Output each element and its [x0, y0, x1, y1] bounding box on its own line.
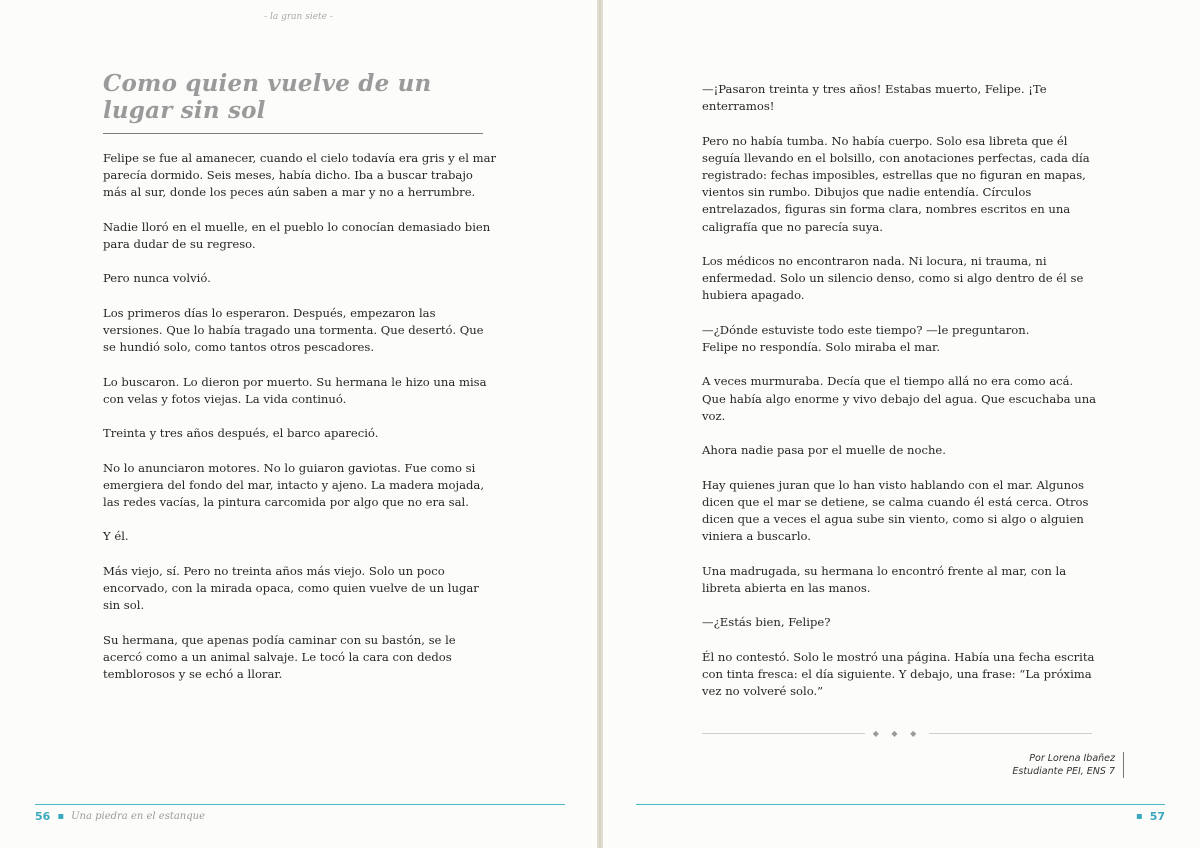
paragraph: Los médicos no encontraron nada. Ni locura, ni trauma, ni enfermedad. Solo un silencio denso, como si algo dentro de él se hubiera apagado. [702, 254, 1084, 303]
page-number-left: 56 [35, 810, 51, 823]
running-head: - la gran sietе - [264, 12, 333, 22]
footer-left [35, 810, 205, 823]
separator-line-left [702, 733, 865, 734]
bullet-icon: ▪ [57, 811, 65, 822]
byline-author: Por Lorena Ibañez [1029, 753, 1115, 764]
article-title [103, 70, 483, 124]
paragraph: Él no contestó. Solo le mostró una página. Había una fecha escrita con tinta fresca: el día siguiente. Y debajo, una frase: “La próxima vez no volveré solo.” [702, 649, 1095, 698]
byline-role: Estudiante PEI, ENS 7 [1012, 766, 1115, 777]
paragraph: —¿Dónde estuviste todo este tiempo? —le preguntaron. Felipe no respondía. Solo miraba el mar. [702, 322, 1030, 354]
paragraph: Lo buscaron. Lo dieron por muerto. Su hermana le hizo una misa con velas y fotos viejas. La vida continuó. [103, 374, 487, 406]
separator-line-right [929, 733, 1092, 734]
paragraph: Los primeros días lo esperaron. Después, empezaron las versiones. Que lo había tragado una tormenta. Que desertó. Que se hundió solo, como tantos otros pescadores. [103, 305, 484, 355]
page-number-right: 57 [1149, 810, 1165, 823]
footer-rule-left [35, 804, 565, 805]
paragraph: Más viejo, sí. Pero no treinta años más viejo. Solo un poco encorvado, con la mirada opaca, como quien vuelve de un lugar sin sol. [103, 563, 479, 613]
diamond-ornament-icon: ◆ ◆ ◆ [872, 728, 922, 738]
title-line-2: lugar sin sol [103, 97, 266, 124]
section-separator [702, 727, 1092, 739]
paragraph: Treinta y tres años después, el barco apareció. [103, 426, 379, 441]
paragraph: No lo anunciaron motores. No lo guiaron gaviotas. Fue como si emergiera del fondo del mar, intacto y ajeno. La madera mojada, las redes vacías, la pintura carcomida por algo que no era sal. [103, 460, 485, 509]
paragraph: Una madrugada, su hermana lo encontró frente al mar, con la libreta abierta en las manos. [702, 563, 1067, 595]
paragraph: Pero no había tumba. No había cuerpo. Solo esa libreta que él seguía llevando en el bolsillo, con anotaciones perfectas, cada día registrado: fechas imposibles, estrellas que no figuran en mapas, vientos sin rumbo. Dibujos que nadie entendía. Círculos entrelazados, figuras sin forma clara, nombres escritos en una caligrafía que no parecía suya. [702, 133, 1090, 234]
byline [1012, 752, 1124, 778]
paragraph: Su hermana, que apenas podía caminar con su bastón, se le acercó como a un animal salvaje. Le tocó la cara con dedos temblorosos y se echó a llorar. [103, 632, 456, 681]
left-page [0, 0, 597, 848]
paragraph: Hay quienes juran que lo han visto hablando con el mar. Algunos dicen que el mar se detiene, se calma cuando él está cerca. Otros dicen que a veces el agua sube sin viento, como si algo o alguien viniera a buscarlo. [702, 477, 1089, 544]
paragraph: Felipe se fue al amanecer, cuando el cielo todavía era gris y el mar parecía dormido. Seis meses, había dicho. Iba a buscar trabajo más al sur, donde los peces aún saben a mar y no a herrumbre. [103, 151, 497, 200]
title-divider [103, 133, 483, 134]
left-column [103, 150, 498, 700]
paragraph: Pero nunca volvió. [103, 271, 211, 286]
paragraph: Y él. [103, 529, 129, 544]
paragraph: —¡Pasaron treinta y tres años! Estabas muerto, Felipe. ¡Te enterramos! [702, 82, 1047, 114]
bullet-icon: ▪ [1135, 811, 1143, 822]
footer-rule-right [636, 804, 1165, 805]
paragraph: Nadie lloró en el muelle, en el pueblo lo conocían demasiado bien para dudar de su regreso. [103, 219, 491, 251]
paragraph: —¿Estás bien, Felipe? [702, 615, 831, 630]
paragraph: A veces murmuraba. Decía que el tiempo allá no era como acá. Que había algo enorme y vivo debajo del agua. Que escuchaba una voz. [702, 374, 1097, 423]
title-line-1: Como quien vuelve de un [103, 70, 432, 97]
footer-right [1129, 810, 1165, 823]
book-title: Una piedra en el estanque [71, 811, 206, 822]
right-column [702, 81, 1100, 717]
paragraph: Ahora nadie pasa por el muelle de noche. [702, 443, 946, 458]
